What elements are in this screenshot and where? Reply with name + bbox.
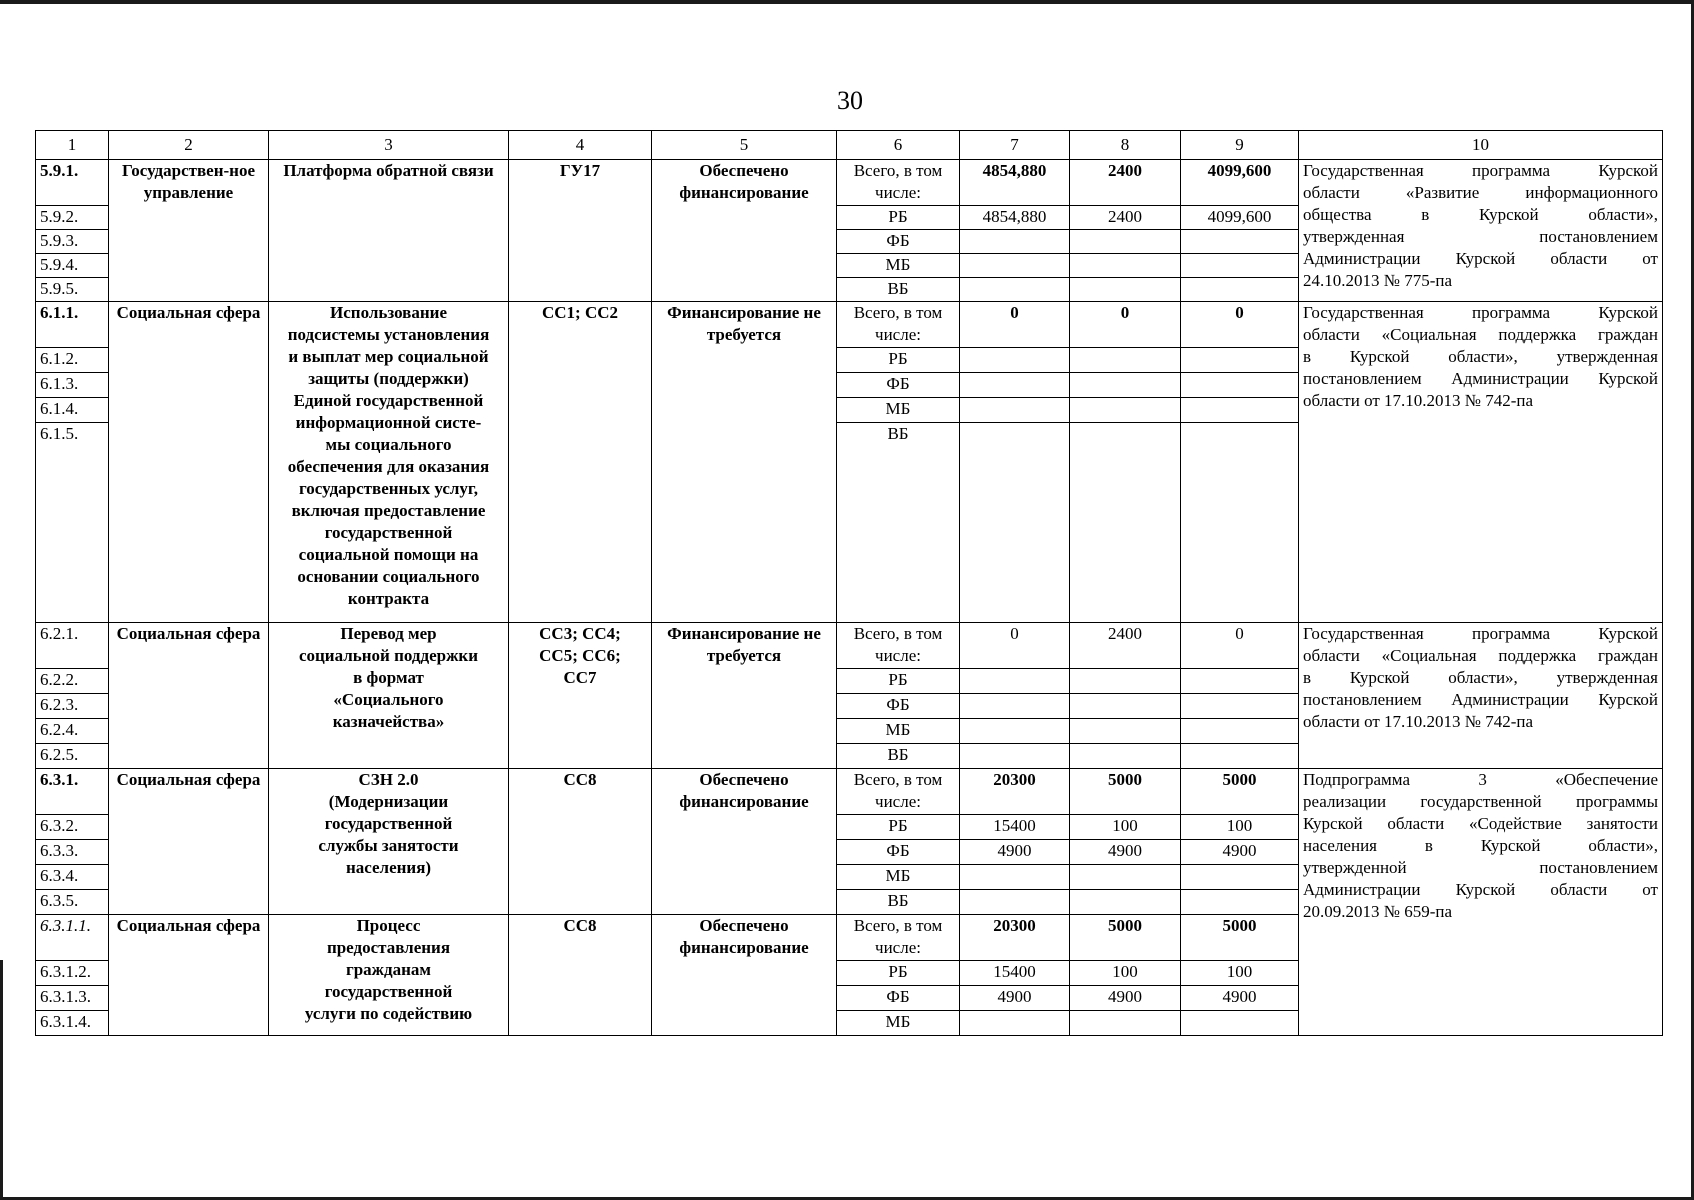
value-cell: [960, 1011, 1070, 1036]
value-cell: [960, 669, 1070, 694]
header-cell: 8: [1070, 131, 1181, 160]
source-label: МБ: [837, 1011, 960, 1036]
value-cell: 0: [1181, 302, 1299, 348]
value-cell: 0: [1070, 302, 1181, 348]
measure-name-cell: [269, 623, 509, 769]
value-cell: 100: [1070, 815, 1181, 840]
measure-name-line: «Социального: [333, 690, 444, 709]
value-cell: [960, 278, 1070, 302]
scan-border-top: [0, 0, 1694, 4]
measure-name-cell: [269, 915, 509, 1036]
header-cell: 5: [652, 131, 837, 160]
measure-name-line: включая предоставление: [291, 501, 486, 520]
program-line: области «Социальная поддержка граждан: [1303, 325, 1658, 344]
row-index: 5.9.4.: [36, 254, 109, 278]
value-cell: [960, 348, 1070, 373]
source-label: РБ: [837, 669, 960, 694]
source-label: МБ: [837, 254, 960, 278]
value-cell: [1070, 1011, 1181, 1036]
header-cell: 7: [960, 131, 1070, 160]
row-index: 6.3.1.4.: [36, 1011, 109, 1036]
value-cell: [1181, 719, 1299, 744]
value-cell: [1181, 865, 1299, 890]
source-label: РБ: [837, 206, 960, 230]
measure-name-line: основании социального: [297, 567, 480, 586]
measure-name-cell: Платформа обратной связи: [269, 160, 509, 302]
row-index: 6.1.1.: [36, 302, 109, 348]
source-label: МБ: [837, 865, 960, 890]
row-index: 6.3.3.: [36, 840, 109, 865]
value-cell: [1070, 423, 1181, 623]
value-cell: 100: [1181, 961, 1299, 986]
value-cell: [1181, 744, 1299, 769]
value-cell: [1070, 865, 1181, 890]
program-line: общества в Курской области»,: [1303, 205, 1658, 224]
value-cell: [1070, 230, 1181, 254]
measure-name-line: информационной систе-: [295, 413, 482, 432]
row-index: 6.3.2.: [36, 815, 109, 840]
program-line: Государственная программа Курской: [1303, 624, 1658, 643]
code-cell: СС8: [509, 915, 652, 1036]
measure-name-line: казначейства»: [332, 712, 445, 731]
source-label: Всего, в том числе:: [837, 160, 960, 206]
header-cell: 4: [509, 131, 652, 160]
value-cell: [1181, 230, 1299, 254]
measure-name-line: Использование: [330, 303, 447, 322]
measure-name-line: социальной поддержки: [298, 646, 479, 665]
sphere-cell: Государствен-ное управление: [109, 160, 269, 302]
measure-name-line: государственной: [324, 523, 453, 542]
sphere-cell: Социальная сфера: [109, 623, 269, 769]
row-index: 6.3.1.2.: [36, 961, 109, 986]
measure-name-line: службы занятости: [318, 836, 459, 855]
row-index: 5.9.1.: [36, 160, 109, 206]
value-cell: [1181, 890, 1299, 915]
program-line: Курской области «Содействие занятости: [1303, 814, 1658, 833]
program-line: Администрации Курской области от: [1303, 880, 1658, 899]
header-cell: 3: [269, 131, 509, 160]
value-cell: [960, 744, 1070, 769]
sphere-cell: Социальная сфера: [109, 769, 269, 915]
header-cell: 1: [36, 131, 109, 160]
value-cell: [1181, 348, 1299, 373]
value-cell: 4854,880: [960, 206, 1070, 230]
program-line: в Курской области», утвержденная: [1303, 668, 1658, 687]
program-line: населения в Курской области»,: [1303, 836, 1658, 855]
row-index: 6.2.5.: [36, 744, 109, 769]
value-cell: 15400: [960, 961, 1070, 986]
row-index: 6.3.1.1.: [36, 915, 109, 961]
measure-name-line: населения): [345, 858, 432, 877]
code-line: СС5; СС6;: [539, 646, 621, 665]
funding-status-cell: Финансирование не требуется: [652, 302, 837, 623]
program-line: Администрации Курской области от: [1303, 249, 1658, 268]
table-row: [36, 623, 1663, 669]
value-cell: 4900: [1070, 986, 1181, 1011]
measure-name-line: защиты (поддержки): [308, 369, 469, 388]
header-cell: 10: [1299, 131, 1663, 160]
value-cell: 0: [960, 302, 1070, 348]
measure-name-line: государственной: [324, 814, 453, 833]
row-index: 6.1.5.: [36, 423, 109, 623]
value-cell: [1070, 278, 1181, 302]
program-line: утвержденной постановлением: [1303, 858, 1658, 877]
value-cell: 5000: [1181, 769, 1299, 815]
row-index: 6.3.4.: [36, 865, 109, 890]
value-cell: [1181, 669, 1299, 694]
program-table: [35, 130, 1663, 1036]
table-row: [36, 302, 1663, 348]
program-line: Государственная программа Курской: [1303, 161, 1658, 180]
value-cell: 4900: [960, 840, 1070, 865]
source-label: МБ: [837, 398, 960, 423]
program-line: постановлением Администрации Курской: [1303, 690, 1658, 709]
row-index: 6.1.4.: [36, 398, 109, 423]
program-line: постановлением Администрации Курской: [1303, 369, 1658, 388]
funding-status-cell: Обеспечено финансирование: [652, 915, 837, 1036]
value-cell: [1070, 669, 1181, 694]
measure-name-line: в формат: [353, 668, 424, 687]
code-cell: СС1; СС2: [509, 302, 652, 623]
source-label: Всего, в том числе:: [837, 915, 960, 961]
source-label: ВБ: [837, 423, 960, 623]
code-cell: СС8: [509, 769, 652, 915]
row-index: 5.9.5.: [36, 278, 109, 302]
program-line: 24.10.2013 № 775-па: [1303, 271, 1453, 290]
table-row: [36, 769, 1663, 815]
program-line: Подпрограмма 3 «Обеспечение: [1303, 770, 1658, 789]
measure-name-line: социальной помощи на: [298, 545, 479, 564]
measure-name-line: мы социального: [325, 435, 452, 454]
value-cell: 2400: [1070, 623, 1181, 669]
table-row: [36, 160, 1663, 206]
program-line: области от 17.10.2013 № 742-па: [1303, 712, 1534, 731]
source-label: ФБ: [837, 694, 960, 719]
value-cell: [1070, 398, 1181, 423]
row-index: 6.2.3.: [36, 694, 109, 719]
program-line: 20.09.2013 № 659-па: [1303, 902, 1453, 921]
value-cell: [1070, 254, 1181, 278]
sphere-cell: Социальная сфера: [109, 915, 269, 1036]
value-cell: 15400: [960, 815, 1070, 840]
program-cell: [1299, 623, 1663, 769]
measure-name-line: услуги по содействию: [304, 1004, 473, 1023]
program-cell: [1299, 302, 1663, 623]
value-cell: 5000: [1070, 915, 1181, 961]
source-label: ФБ: [837, 373, 960, 398]
source-label: ВБ: [837, 744, 960, 769]
header-row: [36, 131, 1663, 160]
source-label: ФБ: [837, 840, 960, 865]
measure-name-line: Перевод мер: [340, 624, 437, 643]
value-cell: 100: [1070, 961, 1181, 986]
value-cell: 100: [1181, 815, 1299, 840]
code-cell: [509, 623, 652, 769]
value-cell: [1070, 890, 1181, 915]
measure-name-cell: [269, 769, 509, 915]
measure-name-line: контракта: [347, 589, 430, 608]
source-label: ВБ: [837, 890, 960, 915]
source-label: Всего, в том числе:: [837, 302, 960, 348]
page-number: 30: [837, 86, 863, 115]
program-line: в Курской области», утвержденная: [1303, 347, 1658, 366]
code-cell: ГУ17: [509, 160, 652, 302]
program-cell: [1299, 160, 1663, 302]
source-label: Всего, в том числе:: [837, 769, 960, 815]
value-cell: 2400: [1070, 206, 1181, 230]
measure-name-line: СЗН 2.0: [358, 770, 419, 789]
source-label: РБ: [837, 815, 960, 840]
row-index: 6.2.4.: [36, 719, 109, 744]
sphere-cell: Социальная сфера: [109, 302, 269, 623]
value-cell: [1070, 744, 1181, 769]
measure-name-line: обеспечения для оказания: [287, 457, 490, 476]
program-line: Государственная программа Курской: [1303, 303, 1658, 322]
value-cell: 5000: [1070, 769, 1181, 815]
measure-name-line: (Модернизации: [328, 792, 449, 811]
value-cell: 20300: [960, 769, 1070, 815]
value-cell: [960, 373, 1070, 398]
value-cell: [960, 398, 1070, 423]
row-index: 5.9.2.: [36, 206, 109, 230]
value-cell: [960, 423, 1070, 623]
value-cell: 20300: [960, 915, 1070, 961]
header-cell: 2: [109, 131, 269, 160]
measure-name-line: государственной: [324, 982, 453, 1001]
scan-border-left: [0, 960, 3, 1200]
source-label: МБ: [837, 719, 960, 744]
row-index: 6.2.1.: [36, 623, 109, 669]
row-index: 6.1.3.: [36, 373, 109, 398]
measure-name-line: подсистемы установления: [287, 325, 490, 344]
code-line: СС7: [563, 668, 597, 687]
value-cell: 4900: [1181, 986, 1299, 1011]
measure-name-line: Процесс: [356, 916, 421, 935]
value-cell: 4900: [960, 986, 1070, 1011]
value-cell: 4854,880: [960, 160, 1070, 206]
row-index: 6.3.1.: [36, 769, 109, 815]
funding-status-cell: Обеспечено финансирование: [652, 160, 837, 302]
value-cell: [1070, 694, 1181, 719]
value-cell: 5000: [1181, 915, 1299, 961]
value-cell: [960, 890, 1070, 915]
measure-name-line: Единой государственной: [293, 391, 484, 410]
value-cell: [960, 230, 1070, 254]
value-cell: [1181, 694, 1299, 719]
funding-status-cell: Финансирование не требуется: [652, 623, 837, 769]
value-cell: [1181, 278, 1299, 302]
measure-name-line: предоставления: [326, 938, 451, 957]
row-index: 5.9.3.: [36, 230, 109, 254]
source-label: ВБ: [837, 278, 960, 302]
value-cell: 0: [960, 623, 1070, 669]
row-index: 6.3.1.3.: [36, 986, 109, 1011]
source-label: ФБ: [837, 986, 960, 1011]
value-cell: [1070, 719, 1181, 744]
funding-status-cell: Обеспечено финансирование: [652, 769, 837, 915]
row-index: 6.3.5.: [36, 890, 109, 915]
value-cell: 4099,600: [1181, 160, 1299, 206]
value-cell: [1181, 1011, 1299, 1036]
value-cell: [960, 865, 1070, 890]
row-index: 6.1.2.: [36, 348, 109, 373]
header-cell: 6: [837, 131, 960, 160]
value-cell: 4900: [1181, 840, 1299, 865]
value-cell: [960, 719, 1070, 744]
program-line: утвержденная постановлением: [1303, 227, 1658, 246]
value-cell: [1181, 373, 1299, 398]
value-cell: 0: [1181, 623, 1299, 669]
value-cell: [960, 694, 1070, 719]
program-line: области от 17.10.2013 № 742-па: [1303, 391, 1534, 410]
value-cell: [1181, 254, 1299, 278]
value-cell: 4099,600: [1181, 206, 1299, 230]
value-cell: 2400: [1070, 160, 1181, 206]
program-line: области «Социальная поддержка граждан: [1303, 646, 1658, 665]
source-label: ФБ: [837, 230, 960, 254]
program-cell: [1299, 769, 1663, 1036]
measure-name-line: гражданам: [346, 960, 431, 979]
measure-name-cell: [269, 302, 509, 623]
row-index: 6.2.2.: [36, 669, 109, 694]
value-cell: [1070, 348, 1181, 373]
header-cell: 9: [1181, 131, 1299, 160]
value-cell: [1181, 423, 1299, 623]
value-cell: [1181, 398, 1299, 423]
source-label: РБ: [837, 961, 960, 986]
source-label: Всего, в том числе:: [837, 623, 960, 669]
measure-name-line: государственных услуг,: [299, 479, 478, 498]
program-line: области «Развитие информационного: [1303, 183, 1658, 202]
value-cell: 4900: [1070, 840, 1181, 865]
source-label: РБ: [837, 348, 960, 373]
value-cell: [960, 254, 1070, 278]
code-line: СС3; СС4;: [539, 624, 621, 643]
program-line: реализации государственной программы: [1303, 792, 1658, 811]
measure-name-line: и выплат мер социальной: [288, 347, 489, 366]
value-cell: [1070, 373, 1181, 398]
